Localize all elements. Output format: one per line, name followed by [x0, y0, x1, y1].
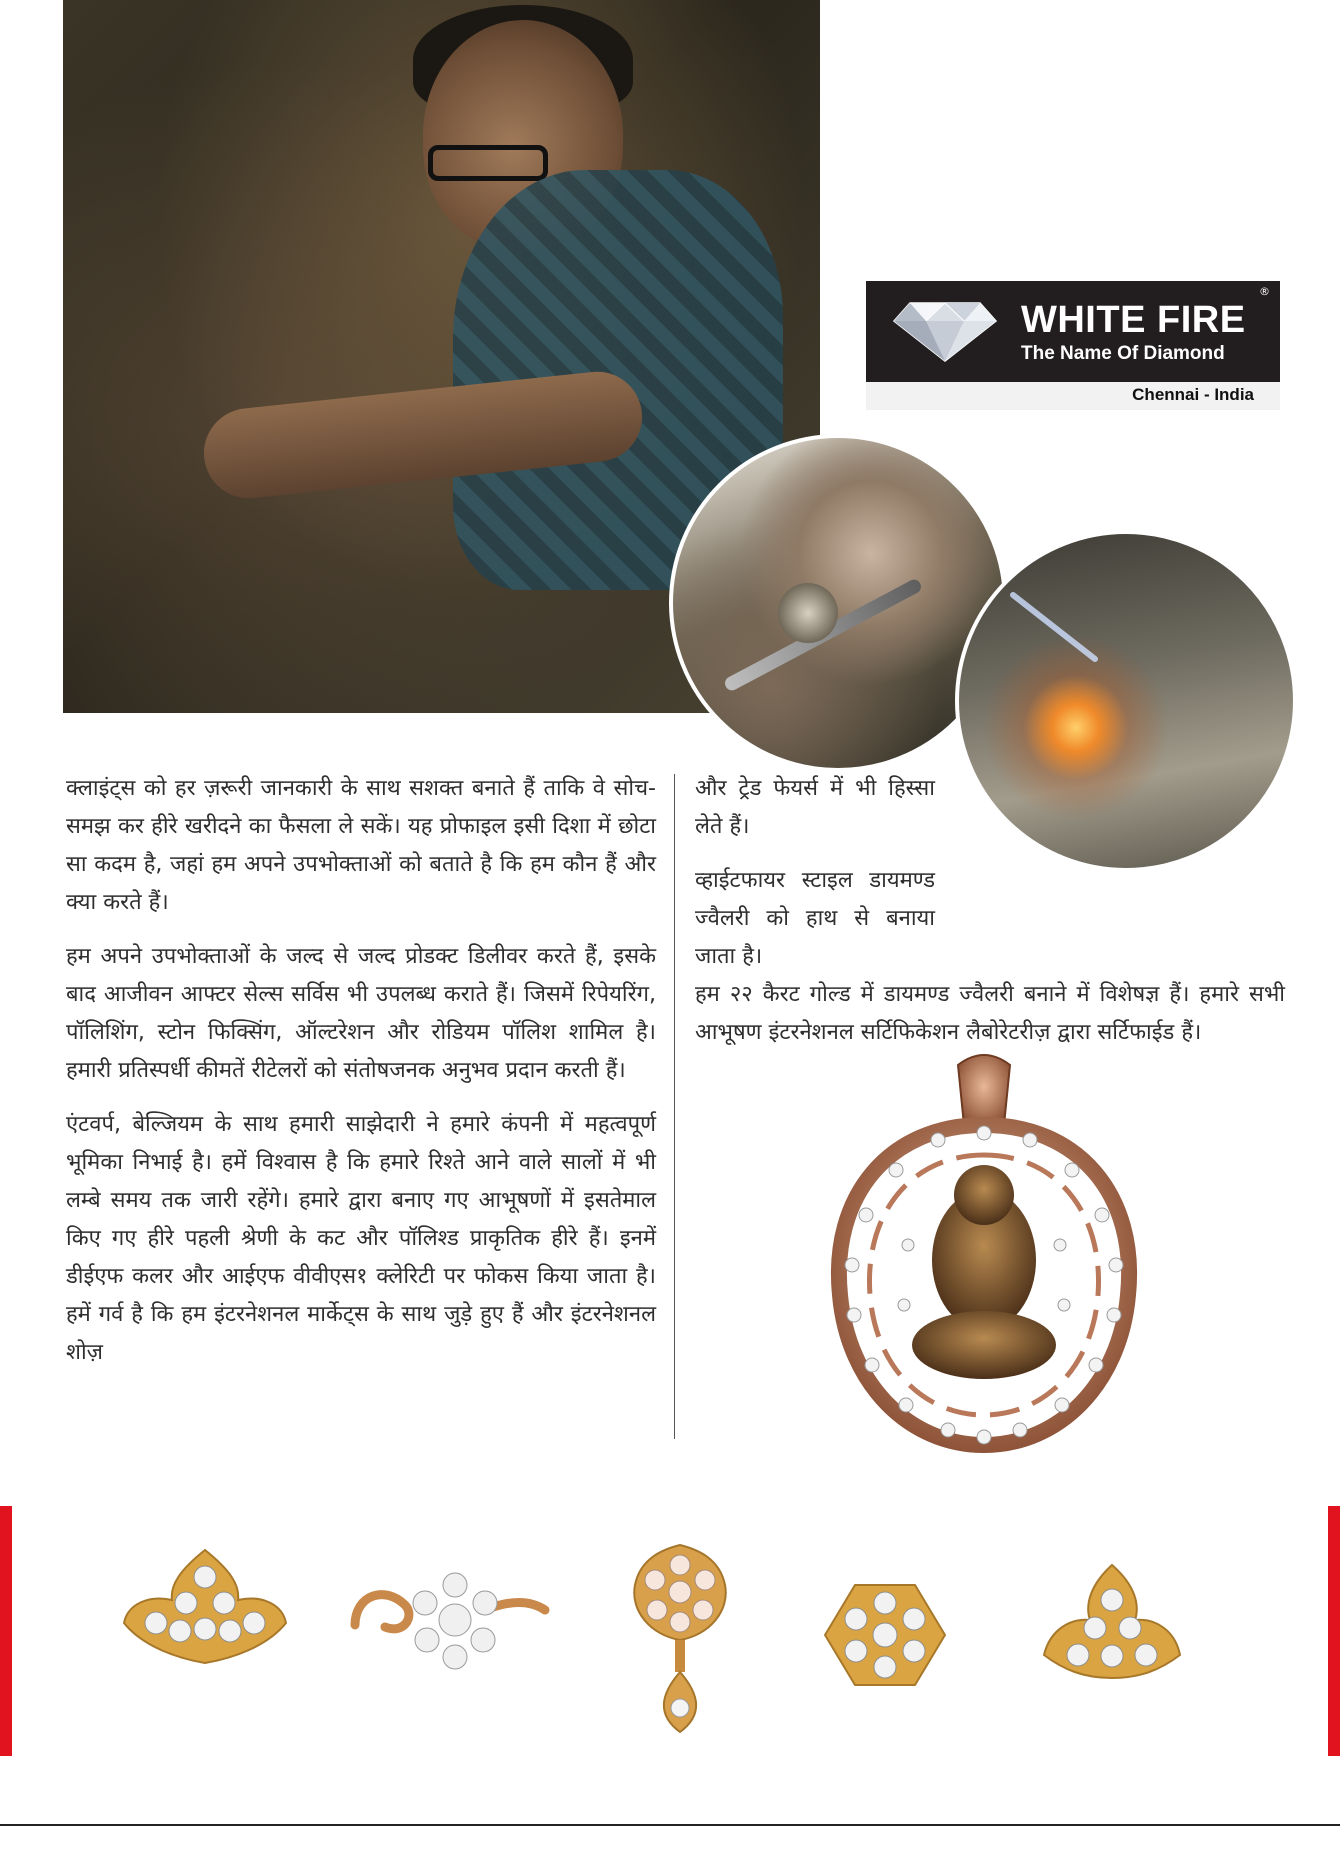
lakshmi-pendant-image	[808, 1045, 1160, 1475]
accent-bar-right	[1328, 1506, 1340, 1756]
photo-detail	[428, 145, 548, 181]
column-divider	[674, 774, 675, 1439]
photo-detail	[1009, 591, 1099, 663]
footer-rule	[0, 1824, 1340, 1826]
swirl-flower-earring-image	[355, 1573, 545, 1669]
diamond-icon	[890, 295, 1000, 365]
location-strip	[866, 382, 1280, 410]
leaf-cluster-earring-image	[120, 1545, 290, 1675]
paragraph: हम २२ कैरट गोल्ड में डायमण्ड ज्वैलरी बनाने में विशेषज्ञ हैं। हमारे सभी आभूषण इंटरनेशनल सर्टिफिकेशन लैबोरेटरीज़ द्वारा सर्टिफाईड हैं।	[695, 982, 1285, 1045]
paragraph: व्हाईटफायर स्टाइल डायमण्ड ज्वैलरी को हाथ से बनाया जाता है।	[695, 868, 935, 969]
flower-drop-earring-image	[625, 1540, 735, 1740]
brand-location: Chennai - India	[1132, 385, 1254, 404]
left-text-column	[66, 770, 656, 1388]
trefoil-earring-image	[1040, 1560, 1185, 1690]
photo-detail	[778, 583, 838, 643]
white-fire-logo	[866, 281, 1280, 410]
paragraph: एंटवर्प, बेल्जियम के साथ हमारी साझेदारी ने हमारे कंपनी में महत्वपूर्ण भूमिका निभाई है। हमें विश्वास है कि हमारे रिश्ते आने वाले सालों में भी लम्बे समय तक जारी रहेंगे। हमारे द्वारा बनाए गए आभूषणों में इसतेमाल किए गए हीरे पहली श्रेणी के कट और पॉलिश्ड प्राकृतिक हीरे हैं। इनमें डीईएफ कलर और आईएफ वीवीएस१ क्लेरिटी पर फोकस किया जाता है। हमें गर्व है कि हम इंटरनेशनल मार्केट्स के साथ जुड़े हुए हैं और इंटरनेशनल शोज़	[66, 1112, 656, 1365]
paragraph: क्लाइंट्स को हर ज़रूरी जानकारी के साथ सशक्त बनाते हैं ताकि वे सोच- समझ कर हीरे खरीदने का फैसला ले सकें। यह प्रोफाइल इसी दिशा में छोटा सा कदम है, जहां हम अपने उपभोक्ताओं को बताते है कि हम कौन हैं और क्या करते हैं।	[66, 776, 656, 915]
accent-bar-left	[0, 1506, 12, 1756]
paragraph: हम अपने उपभोक्ताओं के जल्द से जल्द प्रोडक्ट डिलीवर करते हैं, इसके बाद आजीवन आफ्टर सेल्स सर्विस भी उपलब्ध कराते हैं। जिसमें रिपेयरिंग, पॉलिशिंग, स्टोन फिक्सिंग, ऑल्टरेशन और रोडियम पॉलिश शामिल है। हमारी प्रतिस्पर्धी कीमतें रीटेलरों को संतोषजनक अनुभव प्रदान करती हैं।	[66, 944, 656, 1083]
brand-name: WHITE FIRE	[1021, 299, 1246, 341]
paragraph: और ट्रेड फेयर्स में भी हिस्सा लेते हैं।	[695, 776, 935, 839]
brand-tagline: The Name Of Diamond	[1021, 343, 1225, 364]
hexagon-flower-earring-image	[820, 1575, 950, 1695]
right-text-column	[695, 770, 1285, 1068]
registered-mark: ®	[1259, 285, 1270, 298]
logo-band	[866, 281, 1280, 382]
